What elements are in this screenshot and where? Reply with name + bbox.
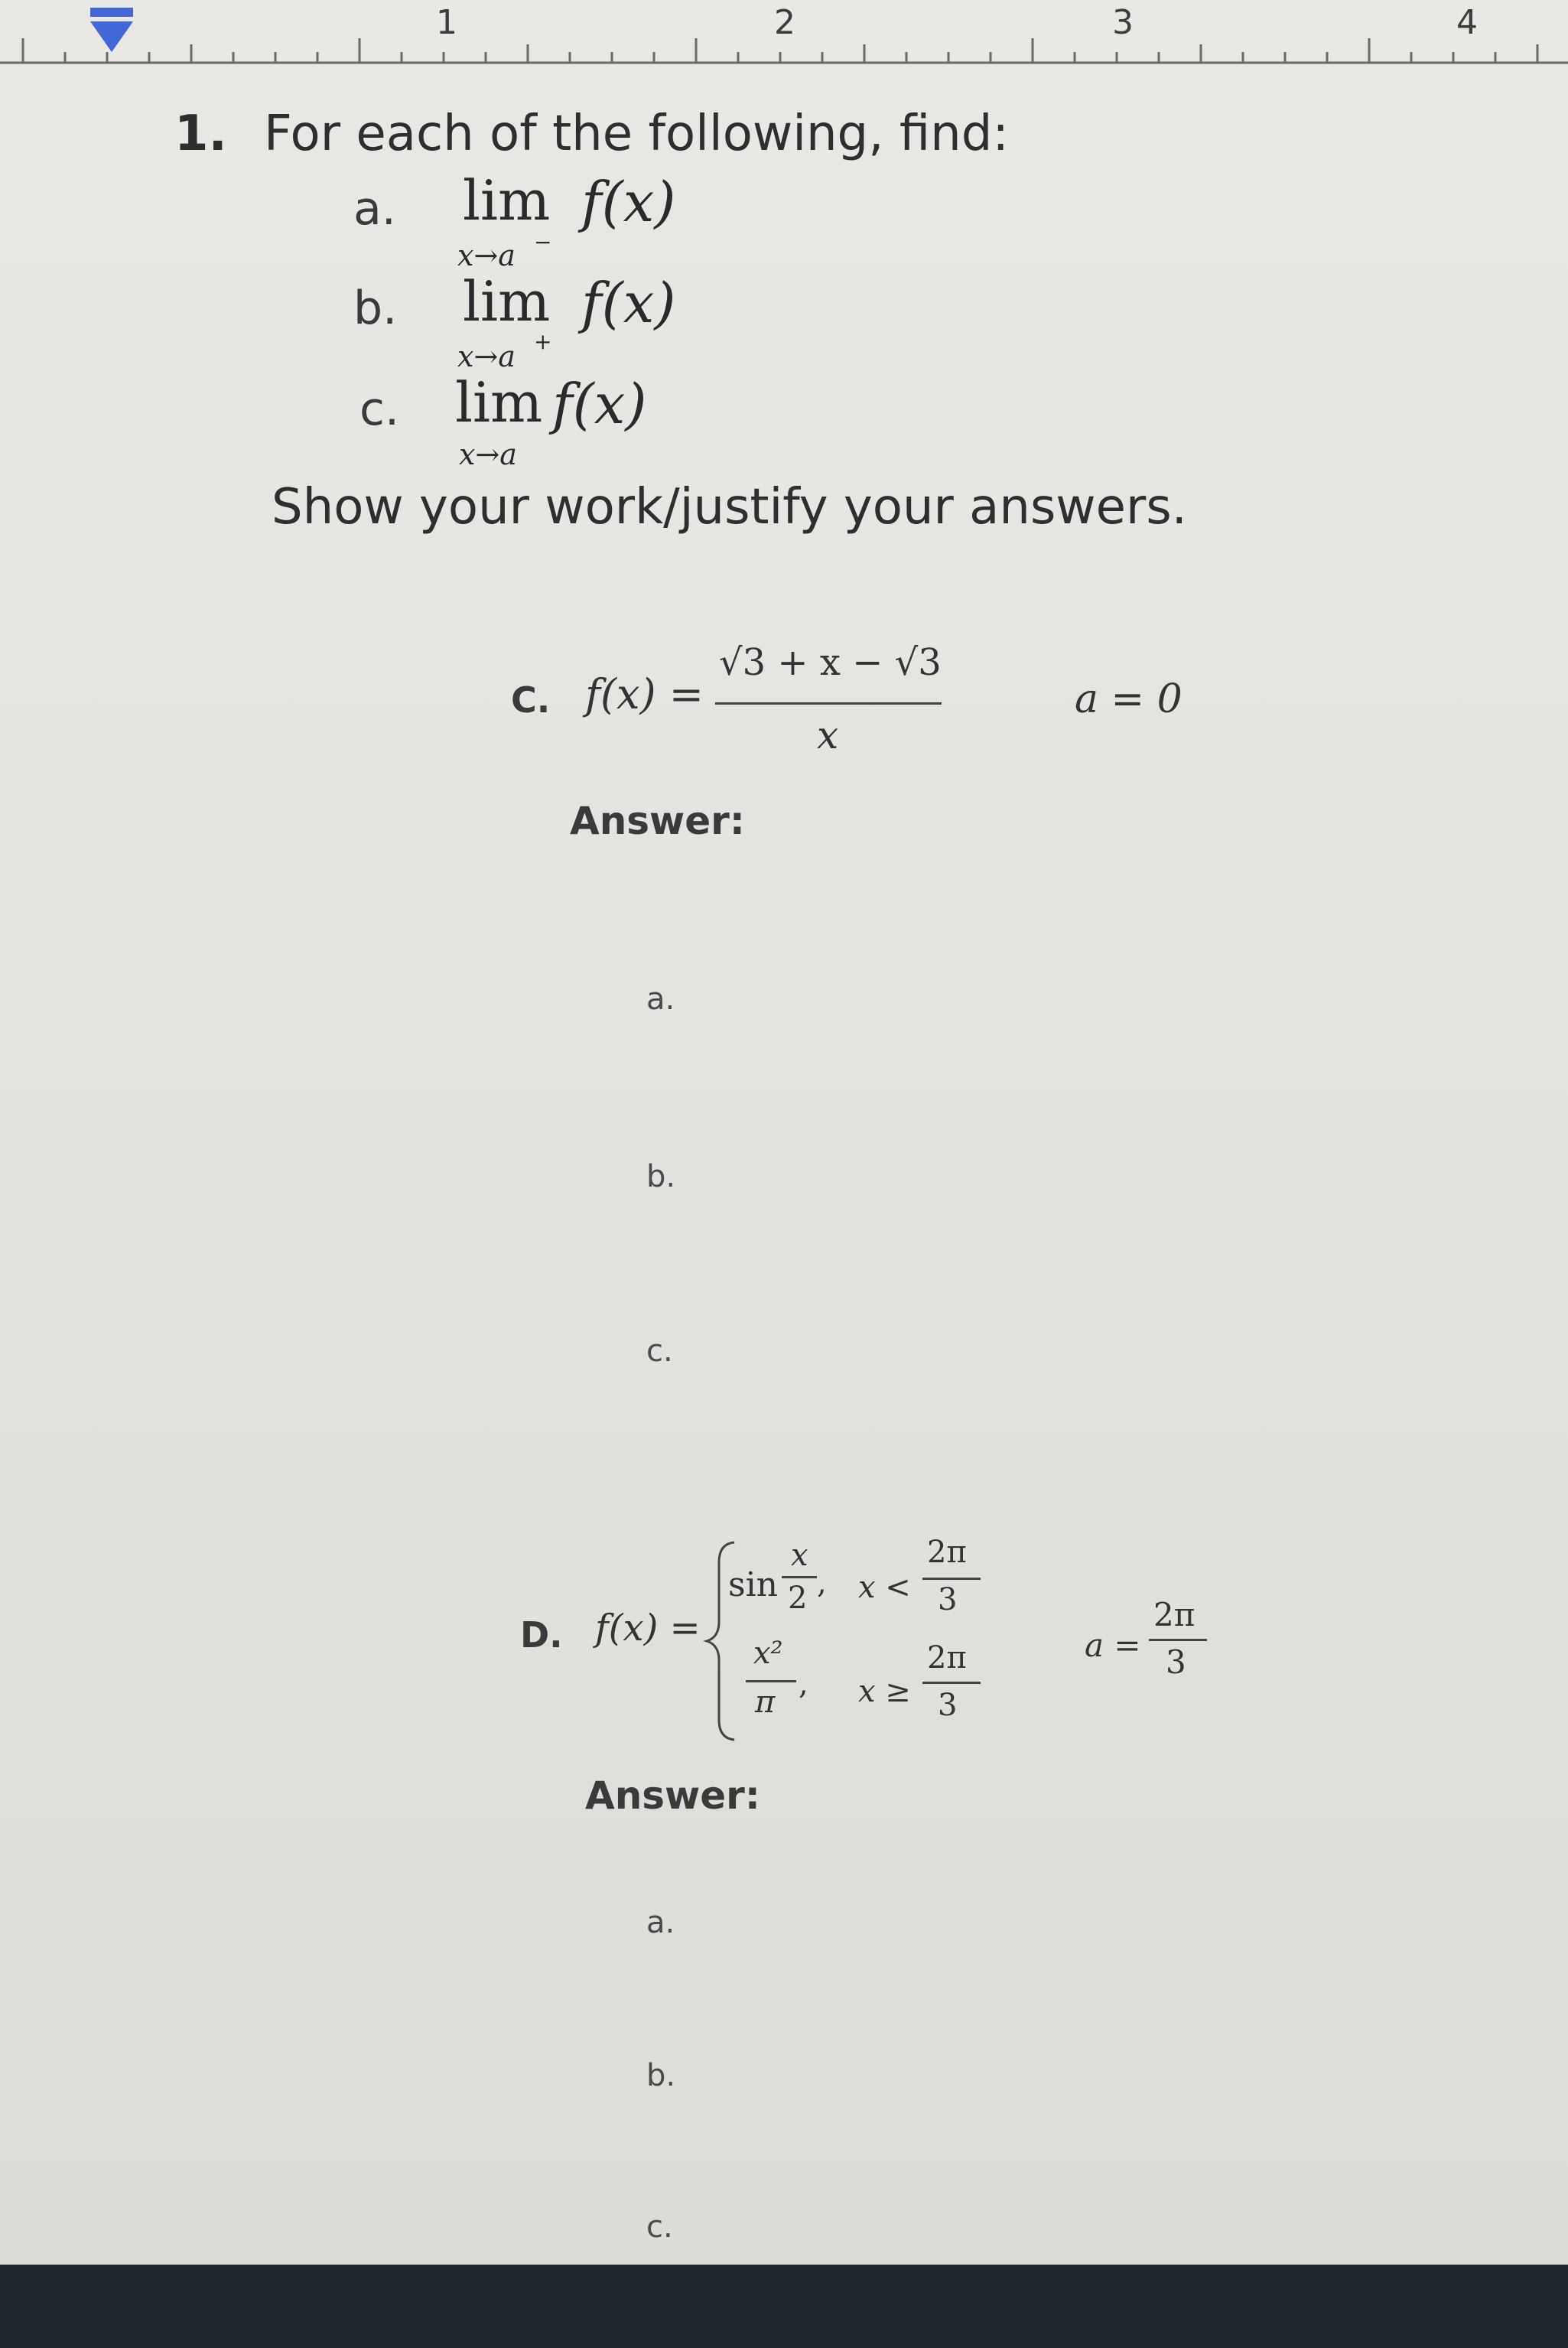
lim-function-b: f(x) [581, 271, 676, 335]
question-prompt: For each of the following, find: [264, 106, 1009, 162]
case2-frac-den: π [755, 1685, 776, 1720]
part-c-answer-heading: Answer: [570, 799, 745, 843]
case1-comma: , [817, 1565, 827, 1601]
case1-cond-den: 3 [938, 1582, 958, 1617]
case1-condition: x < [858, 1570, 911, 1605]
bottom-bezel [0, 2265, 1568, 2348]
lim-subscript-a: x→a [457, 239, 516, 272]
lim-word-c: lim [455, 370, 543, 435]
part-c-answer-c: c. [646, 1334, 673, 1369]
case2-comma: , [799, 1666, 808, 1702]
case2-cond-den: 3 [938, 1688, 958, 1723]
item-label-c: c. [359, 383, 400, 436]
case1-sin: sin [728, 1565, 778, 1604]
part-d-a-den: 3 [1166, 1643, 1186, 1681]
lim-function-c: f(x) [552, 372, 647, 436]
case2-cond-num: 2π [927, 1640, 967, 1676]
part-c-a-value: a = 0 [1075, 676, 1183, 722]
lim-subscript-b: x→a [457, 340, 516, 373]
ruler[interactable] [0, 0, 1568, 69]
part-c-label: C. [511, 679, 551, 721]
part-d-a-num: 2π [1153, 1596, 1196, 1633]
case2-frac-num: x² [753, 1636, 783, 1671]
case1-cond-fraction-bar [922, 1578, 981, 1580]
part-c-denominator: x [817, 713, 839, 757]
ruler-number: 1 [436, 3, 457, 42]
part-d-answer-a: a. [646, 1905, 675, 1940]
case1-cond-num: 2π [927, 1535, 967, 1570]
part-c-answer-a: a. [646, 982, 675, 1017]
part-d-a-fraction-bar [1149, 1639, 1207, 1641]
lim-word-a: lim [463, 168, 551, 233]
case1-frac-den: 2 [788, 1581, 808, 1616]
case2-fraction-bar [746, 1680, 796, 1682]
item-label-b: b. [353, 282, 398, 335]
case2-condition: x ≥ [858, 1674, 911, 1709]
part-c-answer-b: b. [646, 1159, 676, 1194]
part-d-label: D. [520, 1614, 563, 1656]
part-c-fraction-bar [715, 702, 942, 705]
case2-cond-fraction-bar [922, 1682, 981, 1684]
part-d-answer-c: c. [646, 2210, 673, 2245]
case1-frac-num: x [791, 1538, 808, 1573]
part-d-answer-heading: Answer: [585, 1773, 760, 1818]
lim-subscript-c: x→a [459, 438, 517, 471]
lim-word-b: lim [463, 269, 551, 334]
part-c-numerator: √3 + x − √3 [719, 641, 942, 684]
lim-function-a: f(x) [581, 170, 676, 234]
item-label-a: a. [353, 182, 396, 236]
lim-superscript-b: + [534, 329, 552, 354]
instruction-text: Show your work/justify your answers. [272, 479, 1187, 536]
question-number: 1. [174, 106, 227, 162]
ruler-number: 4 [1456, 3, 1478, 42]
part-d-lhs: f(x) = [595, 1607, 701, 1649]
part-d-answer-b: b. [646, 2058, 676, 2093]
ruler-number: 2 [774, 3, 795, 42]
ruler-number: 3 [1112, 3, 1134, 42]
lim-superscript-a: − [534, 230, 552, 255]
case1-fraction-bar [782, 1576, 817, 1578]
part-d-a-prefix: a = [1085, 1627, 1141, 1664]
part-c-lhs: f(x) = [585, 670, 704, 718]
